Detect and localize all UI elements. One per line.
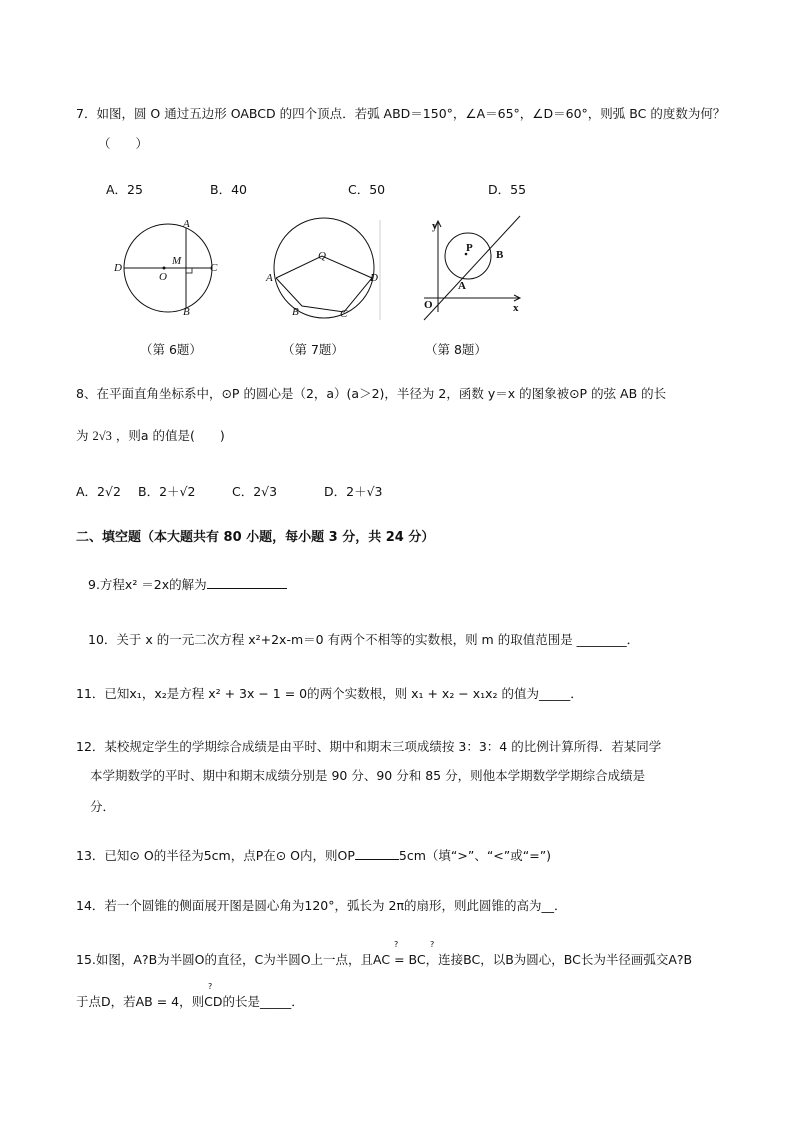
figure-6: [110, 218, 220, 322]
fig7-caption: （第 7题）: [282, 342, 344, 357]
figure-7: [264, 212, 384, 324]
q8-line2-pre: 为: [76, 428, 89, 443]
q12-line2: 本学期数学的平时、期中和期末成绩分别是 90 分、90 分和 85 分，则他本学期数学学期综合成绩是: [90, 768, 646, 783]
q13-post: 5cm（填“>”、“<”或“=”): [398, 848, 552, 863]
figure-8: [416, 212, 528, 326]
q9-line: [88, 575, 287, 593]
q10-text: 10．关于 x 的一元二次方程 x²+2x-m＝0 有两个不相等的实数根，则 m 的取值范围是 ________．: [88, 632, 640, 647]
fig6-label-b: B: [183, 306, 190, 318]
q12-line1: 12．某校规定学生的学期综合成绩是由平时、期中和期末三项成绩按 3：3：4 的比例计算所得．若某同学: [76, 739, 662, 754]
q8-option-c: C．2√3: [232, 484, 278, 499]
q8-line2: [76, 426, 225, 444]
section-2-title: 二、填空题（本大题共有 80 小题，每小题 3 分，共 24 分）: [76, 530, 435, 545]
q7-option-b: B．40: [210, 182, 247, 197]
q15-arc-mark-bc: ?: [430, 940, 435, 949]
q7-option-a: A．25: [106, 182, 143, 197]
fig6-label-c: C: [210, 262, 218, 274]
fig7-label-a: A: [266, 272, 273, 284]
q8-line1: 8、在平面直角坐标系中，⊙P 的圆心是（2，a）(a＞2)，半径为 2，函数 y＝x 的图象被⊙P 的弦 AB 的长: [76, 386, 667, 401]
q8-line2-post: ，则a 的值是( ): [115, 428, 225, 443]
q9-text: 9.方程x² ＝2x的解为: [88, 577, 207, 592]
q8-option-d: D．2＋√3: [324, 484, 383, 499]
fig8-label-x: x: [513, 302, 519, 314]
q8-option-a: A．2√2: [76, 484, 121, 499]
q11-text: 11．已知x₁，x₂是方程 x² + 3x − 1 = 0的两个实数根，则 x₁ + x₂ − x₁x₂ 的值为_____．: [76, 686, 583, 701]
q13-pre: 13．已知⊙ O的半径为5cm，点P在⊙ O内，则OP: [76, 848, 355, 863]
q15-line2: 于点D，若AB = 4，则CD的长是_____．: [76, 994, 304, 1009]
q7-option-d: D．55: [488, 182, 527, 197]
q7-option-c: C．50: [348, 182, 386, 197]
fig6-label-a: A: [183, 218, 190, 230]
q15-arc-mark-cd: ?: [208, 982, 213, 991]
fig8-label-y: y: [432, 220, 438, 232]
fig6-label-o: O: [159, 271, 167, 283]
q9-answer-blank[interactable]: [207, 576, 287, 589]
fig6-caption: （第 6题）: [140, 342, 202, 357]
fig7-label-d: D: [370, 272, 378, 284]
q13-line: [76, 846, 551, 864]
q14-text: 14．若一个圆锥的侧面展开图是圆心角为120°，弧长为 2π的扇形，则此圆锥的高为__．: [76, 898, 567, 913]
fig7-label-q: Q: [318, 250, 326, 262]
fig7-label-c: C: [340, 308, 348, 320]
fig8-label-b: B: [496, 249, 504, 261]
q15-arc-mark-ac: ?: [394, 940, 399, 949]
fig7-label-b: B: [292, 306, 299, 318]
q7-text: 7．如图，圆 O 通过五边形 OABCD 的四个顶点．若弧 ABD＝150°，∠A＝65°，∠D＝60°，则弧 BC 的度数为何？: [76, 106, 726, 121]
q15-line1: 15.如图，A?B为半圆O的直径，C为半圆O上一点，且AC = BC，连接BC，以B为圆心，BC长为半径画弧交A?B: [76, 952, 693, 967]
q8-option-b: B．2＋√2: [138, 484, 196, 499]
fig8-caption: （第 8题）: [425, 342, 487, 357]
q8-chord-length: 2√3: [92, 429, 112, 443]
fig8-label-o: O: [424, 299, 433, 311]
fig8-label-p: P: [466, 242, 473, 254]
fig8-label-a: A: [458, 280, 466, 292]
fig6-label-m: M: [172, 255, 182, 267]
q7-answer-paren: （ ）: [98, 136, 149, 151]
q13-answer-blank[interactable]: [355, 847, 399, 860]
q12-line3: 分．: [90, 799, 116, 814]
fig6-label-d: D: [114, 262, 122, 274]
